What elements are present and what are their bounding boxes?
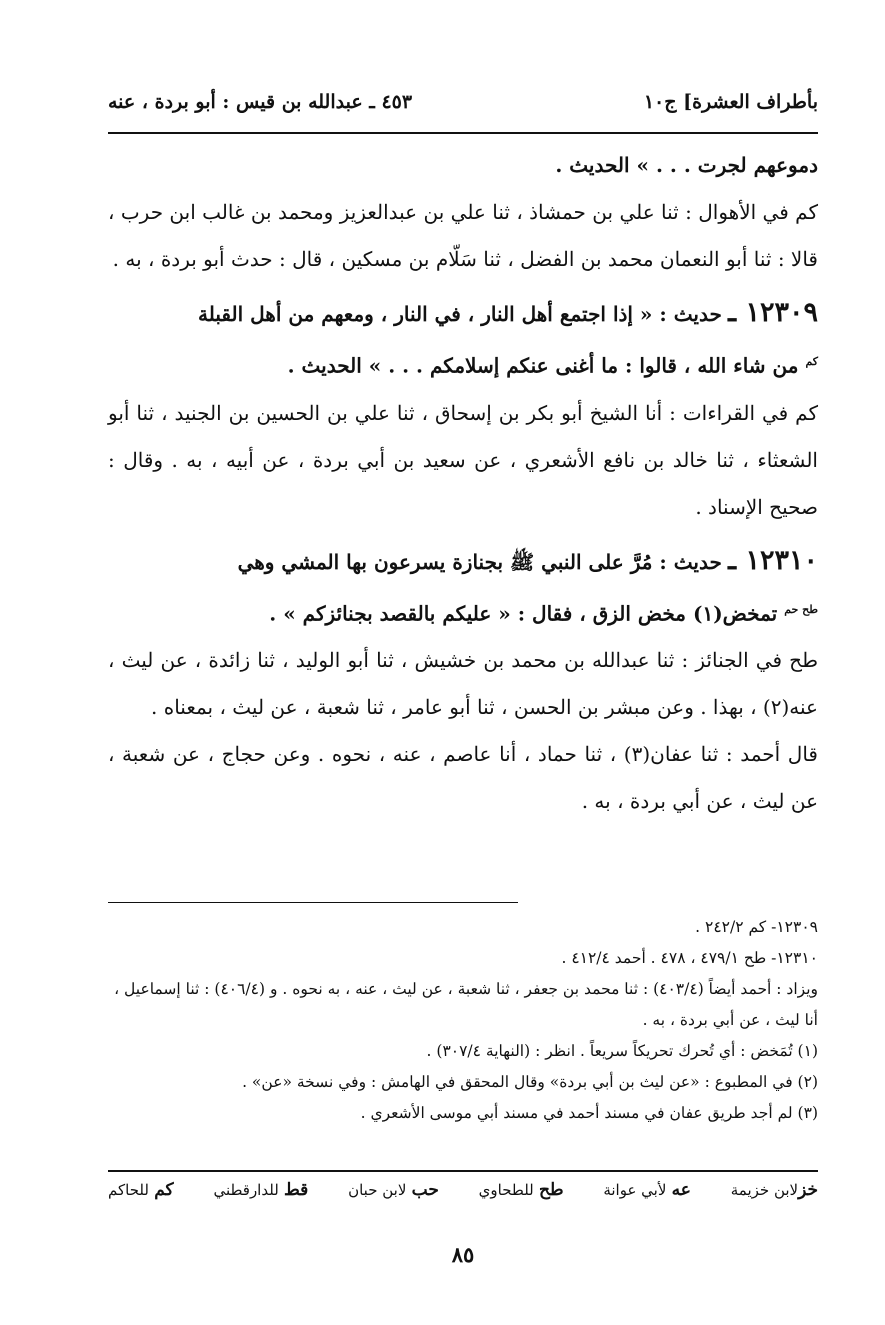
footnote: ويزاد : أحمد أيضاً (٤٠٣/٤) : ثنا محمد بن جعفر ، ثنا شعبة ، عن ليث ، عنه ، به نحوه . و (٤٠٦/٤) : ثنا إسماعيل ، أنا ليث ، عن أبي بردة ، به .: [114, 980, 818, 1029]
abbr-item: عه لأبي عوانة: [603, 1180, 691, 1200]
abbr-item: كم للحاكم: [108, 1180, 174, 1200]
abbreviation-key: [108, 1180, 818, 1200]
hadith-line2: من شاء الله ، قالوا : ما أغنى عنكم إسلامكم . . . » الحديث .: [287, 353, 799, 378]
footnotes: [108, 912, 818, 1129]
header-rule: [108, 132, 818, 134]
page-number: ٨٥: [451, 1242, 475, 1267]
abbr-item: حب لابن حبان: [348, 1180, 439, 1200]
paragraph: طح في الجنائز : ثنا عبدالله بن محمد بن خشيش ، ثنا أبو الوليد ، ثنا زائدة ، عن ليث ، عنه(٢) ، بهذا . وعن مبشر بن الحسن ، ثنا أبو عامر ، ثنا شعبة ، عن ليث ، بمعناه .: [108, 648, 818, 720]
footnote: (١) تُمَخض : أي تُحرك تحريكاً سريعاً . انظر : (النهاية ٣٠٧/٤) .: [426, 1042, 818, 1060]
source-abbr: كم: [805, 355, 818, 368]
hadith-12309: [108, 289, 818, 338]
hadith-number: ١٢٣١٠ ـ: [728, 544, 818, 576]
text-line: دموعهم لجرت . . . » الحديث .: [555, 153, 818, 177]
abbr-item: قط للدارقطني: [213, 1180, 309, 1200]
header-left: ٤٥٣ ـ عبدالله بن قيس : أبو بردة ، عنه: [108, 91, 413, 113]
footnote-rule: [108, 902, 518, 903]
hadith-text: حديث : « إذا اجتمع أهل النار ، في النار ، ومعهم من أهل القبلة: [198, 302, 722, 326]
source-abbr: طح حم: [784, 602, 818, 616]
page: [108, 70, 818, 1310]
hadith-text-cont: [108, 586, 818, 638]
footnote: ١٢٣٠٩- كم ٢٤٢/٢ .: [695, 918, 818, 936]
hadith-text-cont: [108, 338, 818, 390]
hadith-number: ١٢٣٠٩ ـ: [728, 297, 818, 328]
footnote: (٣) لم أجد طريق عفان في مسند أحمد في مسند أبي موسى الأشعري .: [360, 1104, 818, 1122]
footer-rule: [108, 1170, 818, 1172]
main-text: [108, 142, 818, 825]
abbr-item: طح للطحاوي: [478, 1180, 564, 1200]
header-right: بأطراف العشرة] ج١٠: [643, 91, 818, 113]
footnote: (٢) في المطبوع : «عن ليث بن أبي بردة» وقال المحقق في الهامش : وفي نسخة «عن» .: [242, 1073, 818, 1091]
paragraph: قال أحمد : ثنا عفان(٣) ، ثنا حماد ، أنا عاصم ، عنه ، نحوه . وعن حجاج ، عن شعبة ، عن ليث ، عن أبي بردة ، به .: [108, 742, 818, 814]
footnote: ١٢٣١٠- طح ٤٧٩/١ ، ٤٧٨ . أحمد ٤١٢/٤ .: [561, 949, 818, 967]
abbr-item: خزلابن خزيمة: [730, 1180, 818, 1200]
hadith-12310: [108, 537, 818, 586]
paragraph: كم في القراءات : أنا الشيخ أبو بكر بن إسحاق ، ثنا علي بن الحسين بن الجنيد ، ثنا أبو الشعثاء ، ثنا خالد بن نافع الأشعري ، عن سعيد بن أبي بردة ، عن أبيه ، به . وقال : صحيح الإسناد .: [108, 400, 818, 519]
hadith-text: حديث : مُرَّ على النبي ﷺ بجنازة يسرعون بها المشي وهي: [237, 549, 722, 574]
hadith-line2: تمخض(١) مخض الزق ، فقال : « عليكم بالقصد بجنائزكم » .: [269, 601, 778, 626]
paragraph: كم في الأهوال : ثنا علي بن حمشاذ ، ثنا علي بن عبدالعزيز ومحمد بن غالب ابن حرب ، قالا : ثنا أبو النعمان محمد بن الفضل ، ثنا سَلّام بن مسكين ، قال : حدث أبو بردة ، به .: [108, 200, 818, 271]
running-header: [108, 84, 818, 120]
